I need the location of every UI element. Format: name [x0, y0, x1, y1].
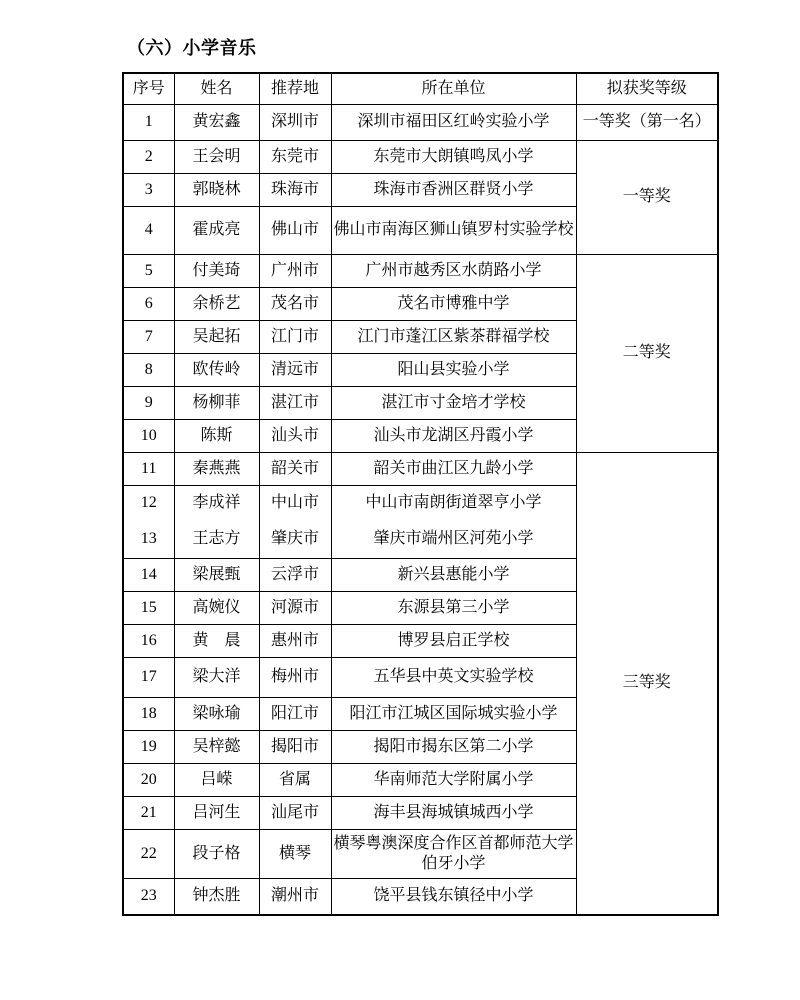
cell-unit: 饶平县钱东镇径中小学 — [331, 878, 576, 915]
cell-place: 揭阳市 — [259, 730, 331, 763]
cell-no: 10 — [123, 419, 174, 452]
cell-place: 佛山市 — [259, 206, 331, 254]
cell-name: 欧传岭 — [174, 353, 259, 386]
cell-unit: 阳江市江城区国际城实验小学 — [331, 697, 576, 730]
cell-no: 19 — [123, 730, 174, 763]
cell-unit: 华南师范大学附属小学 — [331, 763, 576, 796]
cell-no: 14 — [123, 558, 174, 591]
cell-place: 云浮市 — [259, 558, 331, 591]
cell-unit: 汕头市龙湖区丹霞小学 — [331, 419, 576, 452]
cell-unit: 深圳市福田区红岭实验小学 — [331, 104, 576, 140]
cell-award: 二等奖 — [576, 254, 718, 452]
cell-no: 9 — [123, 386, 174, 419]
cell-no: 21 — [123, 796, 174, 829]
cell-unit: 佛山市南海区狮山镇罗村实验学校 — [331, 206, 576, 254]
cell-unit: 新兴县惠能小学 — [331, 558, 576, 591]
cell-unit: 五华县中英文实验学校 — [331, 657, 576, 697]
cell-place: 中山市 — [259, 485, 331, 521]
cell-place: 梅州市 — [259, 657, 331, 697]
cell-unit: 海丰县海城镇城西小学 — [331, 796, 576, 829]
cell-no: 2 — [123, 140, 174, 173]
column-header-unit: 所在单位 — [331, 73, 576, 104]
award-table — [122, 72, 719, 916]
cell-name: 付美琦 — [174, 254, 259, 287]
cell-place: 湛江市 — [259, 386, 331, 419]
cell-no: 16 — [123, 624, 174, 657]
cell-name: 郭晓林 — [174, 173, 259, 206]
cell-place: 江门市 — [259, 320, 331, 353]
cell-no: 5 — [123, 254, 174, 287]
cell-place: 省属 — [259, 763, 331, 796]
cell-no: 13 — [123, 521, 174, 558]
table-row — [123, 140, 718, 173]
cell-no: 23 — [123, 878, 174, 915]
cell-name: 王志方 — [174, 521, 259, 558]
column-header-no: 序号 — [123, 73, 174, 104]
cell-no: 7 — [123, 320, 174, 353]
cell-name: 杨柳菲 — [174, 386, 259, 419]
table-row — [123, 254, 718, 287]
cell-no: 22 — [123, 829, 174, 878]
column-header-award: 拟获奖等级 — [576, 73, 718, 104]
cell-unit: 揭阳市揭东区第二小学 — [331, 730, 576, 763]
cell-place: 横琴 — [259, 829, 331, 878]
cell-no: 6 — [123, 287, 174, 320]
cell-name: 钟杰胜 — [174, 878, 259, 915]
cell-unit: 珠海市香洲区群贤小学 — [331, 173, 576, 206]
table-header — [123, 73, 718, 104]
cell-place: 东莞市 — [259, 140, 331, 173]
section-title: （六）小学音乐 — [127, 38, 257, 58]
cell-no: 4 — [123, 206, 174, 254]
cell-place: 清远市 — [259, 353, 331, 386]
cell-name: 王会明 — [174, 140, 259, 173]
cell-name: 吴梓懿 — [174, 730, 259, 763]
cell-place: 潮州市 — [259, 878, 331, 915]
cell-unit: 广州市越秀区水荫路小学 — [331, 254, 576, 287]
table-row — [123, 104, 718, 140]
column-header-place: 推荐地 — [259, 73, 331, 104]
cell-place: 珠海市 — [259, 173, 331, 206]
cell-name: 吕嵘 — [174, 763, 259, 796]
cell-no: 8 — [123, 353, 174, 386]
cell-unit: 肇庆市端州区河苑小学 — [331, 521, 576, 558]
cell-place: 汕尾市 — [259, 796, 331, 829]
column-header-name: 姓名 — [174, 73, 259, 104]
cell-unit: 湛江市寸金培才学校 — [331, 386, 576, 419]
cell-place: 河源市 — [259, 591, 331, 624]
cell-award: 一等奖（第一名） — [576, 104, 718, 140]
cell-no: 12 — [123, 485, 174, 521]
cell-place: 阳江市 — [259, 697, 331, 730]
header-row — [123, 73, 718, 104]
cell-unit: 东源县第三小学 — [331, 591, 576, 624]
cell-place: 韶关市 — [259, 452, 331, 485]
cell-name: 秦燕燕 — [174, 452, 259, 485]
cell-unit: 阳山县实验小学 — [331, 353, 576, 386]
cell-unit: 横琴粤澳深度合作区首都师范大学伯牙小学 — [331, 829, 576, 878]
cell-name: 梁大洋 — [174, 657, 259, 697]
cell-unit: 茂名市博雅中学 — [331, 287, 576, 320]
cell-name: 高婉仪 — [174, 591, 259, 624]
cell-award: 三等奖 — [576, 452, 718, 915]
cell-place: 深圳市 — [259, 104, 331, 140]
cell-unit: 博罗县启正学校 — [331, 624, 576, 657]
cell-name: 余桥艺 — [174, 287, 259, 320]
cell-place: 汕头市 — [259, 419, 331, 452]
cell-place: 茂名市 — [259, 287, 331, 320]
cell-no: 15 — [123, 591, 174, 624]
cell-place: 广州市 — [259, 254, 331, 287]
cell-name: 吴起拓 — [174, 320, 259, 353]
cell-place: 肇庆市 — [259, 521, 331, 558]
cell-name: 梁展甄 — [174, 558, 259, 591]
cell-unit: 中山市南朗街道翠亨小学 — [331, 485, 576, 521]
table-row — [123, 452, 718, 485]
table-body — [123, 104, 718, 915]
cell-no: 20 — [123, 763, 174, 796]
cell-unit: 韶关市曲江区九龄小学 — [331, 452, 576, 485]
cell-name: 霍成亮 — [174, 206, 259, 254]
cell-no: 17 — [123, 657, 174, 697]
cell-name: 黄宏鑫 — [174, 104, 259, 140]
cell-place: 惠州市 — [259, 624, 331, 657]
cell-no: 11 — [123, 452, 174, 485]
cell-name: 梁咏瑜 — [174, 697, 259, 730]
cell-award: 一等奖 — [576, 140, 718, 254]
cell-unit: 江门市蓬江区紫茶群福学校 — [331, 320, 576, 353]
cell-unit: 东莞市大朗镇鸣凤小学 — [331, 140, 576, 173]
cell-no: 18 — [123, 697, 174, 730]
cell-name: 段子格 — [174, 829, 259, 878]
cell-no: 3 — [123, 173, 174, 206]
cell-name: 李成祥 — [174, 485, 259, 521]
cell-name: 吕河生 — [174, 796, 259, 829]
cell-name: 陈斯 — [174, 419, 259, 452]
cell-no: 1 — [123, 104, 174, 140]
cell-name: 黄 晨 — [174, 624, 259, 657]
